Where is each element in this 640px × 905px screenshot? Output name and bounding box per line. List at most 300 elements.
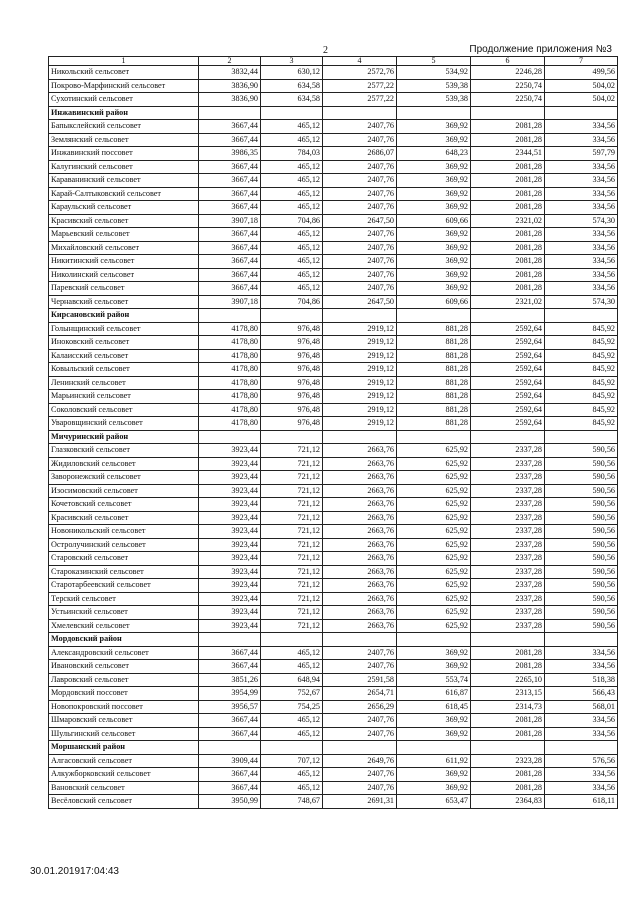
table-row: [49, 444, 618, 458]
value-cell: 845,92: [545, 349, 618, 363]
value-cell: 2663,76: [323, 444, 397, 458]
table-row: [49, 687, 618, 701]
settlement-name: Красивский сельсовет: [49, 511, 199, 525]
value-cell: 334,56: [545, 727, 618, 741]
table-row: [49, 93, 618, 107]
value-cell: 465,12: [261, 768, 323, 782]
value-cell: 2344,51: [471, 147, 545, 161]
empty-cell: [545, 430, 618, 444]
value-cell: 334,56: [545, 255, 618, 269]
table-row: [49, 282, 618, 296]
settlement-name: Остролучинский сельсовет: [49, 538, 199, 552]
table-row: [49, 579, 618, 593]
value-cell: 881,28: [397, 363, 471, 377]
value-cell: 721,12: [261, 565, 323, 579]
value-cell: 3923,44: [199, 457, 261, 471]
value-cell: 369,92: [397, 174, 471, 188]
value-cell: 3923,44: [199, 471, 261, 485]
value-cell: 3923,44: [199, 606, 261, 620]
value-cell: 3667,44: [199, 201, 261, 215]
settlement-name: Жидиловский сельсовет: [49, 457, 199, 471]
settlement-name: Вановский сельсовет: [49, 781, 199, 795]
value-cell: 2592,64: [471, 403, 545, 417]
value-cell: 2592,64: [471, 349, 545, 363]
table-row: [49, 457, 618, 471]
empty-cell: [545, 741, 618, 755]
empty-cell: [199, 309, 261, 323]
table-row: [49, 79, 618, 93]
value-cell: 4178,80: [199, 349, 261, 363]
empty-cell: [261, 309, 323, 323]
empty-cell: [397, 309, 471, 323]
table-row: [49, 714, 618, 728]
value-cell: 3923,44: [199, 538, 261, 552]
value-cell: 625,92: [397, 457, 471, 471]
empty-cell: [261, 633, 323, 647]
value-cell: 3667,44: [199, 160, 261, 174]
value-cell: 881,28: [397, 390, 471, 404]
empty-cell: [261, 106, 323, 120]
value-cell: 2250,74: [471, 93, 545, 107]
value-cell: 2656,29: [323, 700, 397, 714]
value-cell: 2407,76: [323, 727, 397, 741]
column-header: 2: [199, 57, 261, 66]
value-cell: 845,92: [545, 376, 618, 390]
table-row: [49, 403, 618, 417]
value-cell: 3667,44: [199, 241, 261, 255]
value-cell: 334,56: [545, 646, 618, 660]
value-cell: 3667,44: [199, 781, 261, 795]
settlement-name: Изосимовский сельсовет: [49, 484, 199, 498]
table-row: [49, 754, 618, 768]
value-cell: 2572,76: [323, 66, 397, 80]
value-cell: 3954,99: [199, 687, 261, 701]
value-cell: 2337,28: [471, 457, 545, 471]
empty-cell: [261, 430, 323, 444]
settlement-name: Караульский сельсовет: [49, 201, 199, 215]
settlement-name: Ленинский сельсовет: [49, 376, 199, 390]
value-cell: 704,86: [261, 295, 323, 309]
value-cell: 2337,28: [471, 498, 545, 512]
value-cell: 2649,76: [323, 754, 397, 768]
settlement-name: Ивановский сельсовет: [49, 660, 199, 674]
value-cell: 369,92: [397, 160, 471, 174]
value-cell: 2663,76: [323, 457, 397, 471]
table-row: [49, 471, 618, 485]
table-row: [49, 660, 618, 674]
settlement-name: Красивский сельсовет: [49, 214, 199, 228]
value-cell: 625,92: [397, 579, 471, 593]
value-cell: 2337,28: [471, 552, 545, 566]
empty-cell: [323, 633, 397, 647]
value-cell: 2081,28: [471, 255, 545, 269]
value-cell: 465,12: [261, 228, 323, 242]
value-cell: 465,12: [261, 660, 323, 674]
value-cell: 2407,76: [323, 255, 397, 269]
value-cell: 369,92: [397, 768, 471, 782]
value-cell: 504,02: [545, 79, 618, 93]
value-cell: 3836,90: [199, 79, 261, 93]
table-row: [49, 795, 618, 809]
value-cell: 721,12: [261, 444, 323, 458]
value-cell: 2337,28: [471, 619, 545, 633]
settlement-name: Заворонежский сельсовет: [49, 471, 199, 485]
table-row: [49, 768, 618, 782]
value-cell: 3667,44: [199, 268, 261, 282]
value-cell: 2592,64: [471, 376, 545, 390]
value-cell: 465,12: [261, 241, 323, 255]
table-row: [49, 646, 618, 660]
value-cell: 2081,28: [471, 781, 545, 795]
value-cell: 590,56: [545, 444, 618, 458]
value-cell: 3986,35: [199, 147, 261, 161]
value-cell: 2321,02: [471, 214, 545, 228]
value-cell: 334,56: [545, 714, 618, 728]
value-cell: 618,11: [545, 795, 618, 809]
table-row: [49, 160, 618, 174]
value-cell: 369,92: [397, 646, 471, 660]
table-row: [49, 417, 618, 431]
value-cell: 2081,28: [471, 201, 545, 215]
value-cell: 2407,76: [323, 714, 397, 728]
table-row: [49, 336, 618, 350]
section-title: Мичуринский район: [49, 430, 199, 444]
value-cell: 3923,44: [199, 592, 261, 606]
value-cell: 2592,64: [471, 322, 545, 336]
value-cell: 590,56: [545, 579, 618, 593]
value-cell: 3851,26: [199, 673, 261, 687]
value-cell: 3923,44: [199, 498, 261, 512]
value-cell: 334,56: [545, 174, 618, 188]
value-cell: 3832,44: [199, 66, 261, 80]
value-cell: 2577,22: [323, 79, 397, 93]
table-row: [49, 498, 618, 512]
value-cell: 2592,64: [471, 417, 545, 431]
empty-cell: [545, 106, 618, 120]
value-cell: 2407,76: [323, 646, 397, 660]
settlement-name: Калугинский сельсовет: [49, 160, 199, 174]
value-cell: 2919,12: [323, 336, 397, 350]
value-cell: 2407,76: [323, 268, 397, 282]
column-header: 7: [545, 57, 618, 66]
value-cell: 976,48: [261, 417, 323, 431]
settlement-name: Инжавинский поссовет: [49, 147, 199, 161]
settlement-name: Калаисский сельсовет: [49, 349, 199, 363]
section-row: [49, 741, 618, 755]
value-cell: 2919,12: [323, 363, 397, 377]
empty-cell: [261, 741, 323, 755]
data-table: [48, 56, 618, 809]
value-cell: 2081,28: [471, 241, 545, 255]
section-title: Мордовский район: [49, 633, 199, 647]
settlement-name: Хмелевский сельсовет: [49, 619, 199, 633]
value-cell: 2407,76: [323, 201, 397, 215]
value-cell: 748,67: [261, 795, 323, 809]
value-cell: 574,30: [545, 214, 618, 228]
continuation-label: Продолжение приложения №3: [469, 44, 612, 55]
value-cell: 3923,44: [199, 511, 261, 525]
value-cell: 2081,28: [471, 187, 545, 201]
value-cell: 648,94: [261, 673, 323, 687]
value-cell: 2407,76: [323, 768, 397, 782]
table-row: [49, 322, 618, 336]
value-cell: 721,12: [261, 484, 323, 498]
table-row: [49, 484, 618, 498]
settlement-name: Караванинский сельсовет: [49, 174, 199, 188]
value-cell: 4178,80: [199, 322, 261, 336]
value-cell: 465,12: [261, 714, 323, 728]
settlement-name: Михайловский сельсовет: [49, 241, 199, 255]
section-title: Инжавинский район: [49, 106, 199, 120]
value-cell: 3923,44: [199, 484, 261, 498]
value-cell: 3667,44: [199, 255, 261, 269]
value-cell: 618,45: [397, 700, 471, 714]
value-cell: 3907,18: [199, 214, 261, 228]
value-cell: 2663,76: [323, 552, 397, 566]
value-cell: 881,28: [397, 403, 471, 417]
value-cell: 465,12: [261, 133, 323, 147]
table-row: [49, 606, 618, 620]
value-cell: 465,12: [261, 174, 323, 188]
value-cell: 648,23: [397, 147, 471, 161]
column-header-row: [49, 57, 618, 66]
table-row: [49, 538, 618, 552]
value-cell: 2407,76: [323, 160, 397, 174]
value-cell: 2654,71: [323, 687, 397, 701]
value-cell: 369,92: [397, 241, 471, 255]
empty-cell: [471, 309, 545, 323]
settlement-name: Никольский сельсовет: [49, 66, 199, 80]
value-cell: 976,48: [261, 376, 323, 390]
empty-cell: [471, 106, 545, 120]
value-cell: 2337,28: [471, 579, 545, 593]
value-cell: 4178,80: [199, 336, 261, 350]
value-cell: 369,92: [397, 781, 471, 795]
column-header: 6: [471, 57, 545, 66]
value-cell: 625,92: [397, 471, 471, 485]
value-cell: 2323,28: [471, 754, 545, 768]
value-cell: 2919,12: [323, 417, 397, 431]
value-cell: 4178,80: [199, 390, 261, 404]
value-cell: 2321,02: [471, 295, 545, 309]
value-cell: 2663,76: [323, 498, 397, 512]
value-cell: 2337,28: [471, 444, 545, 458]
value-cell: 590,56: [545, 606, 618, 620]
value-cell: 881,28: [397, 376, 471, 390]
value-cell: 590,56: [545, 484, 618, 498]
value-cell: 3667,44: [199, 174, 261, 188]
value-cell: 976,48: [261, 363, 323, 377]
settlement-name: Паревский сельсовет: [49, 282, 199, 296]
settlement-name: Старотарбеевский сельсовет: [49, 579, 199, 593]
value-cell: 2647,50: [323, 295, 397, 309]
value-cell: 609,66: [397, 295, 471, 309]
value-cell: 2592,64: [471, 336, 545, 350]
value-cell: 369,92: [397, 120, 471, 134]
value-cell: 590,56: [545, 525, 618, 539]
value-cell: 2407,76: [323, 781, 397, 795]
table-row: [49, 349, 618, 363]
value-cell: 845,92: [545, 390, 618, 404]
value-cell: 3667,44: [199, 714, 261, 728]
value-cell: 4178,80: [199, 363, 261, 377]
value-cell: 625,92: [397, 592, 471, 606]
value-cell: 3923,44: [199, 565, 261, 579]
value-cell: 2407,76: [323, 187, 397, 201]
value-cell: 721,12: [261, 498, 323, 512]
settlement-name: Голынщинский сельсовет: [49, 322, 199, 336]
value-cell: 625,92: [397, 525, 471, 539]
value-cell: 2407,76: [323, 660, 397, 674]
value-cell: 2663,76: [323, 525, 397, 539]
value-cell: 3667,44: [199, 120, 261, 134]
value-cell: 590,56: [545, 565, 618, 579]
value-cell: 2081,28: [471, 714, 545, 728]
value-cell: 3909,44: [199, 754, 261, 768]
value-cell: 2337,28: [471, 538, 545, 552]
table-row: [49, 525, 618, 539]
settlement-name: Шульгинский сельсовет: [49, 727, 199, 741]
value-cell: 3907,18: [199, 295, 261, 309]
value-cell: 534,92: [397, 66, 471, 80]
value-cell: 976,48: [261, 322, 323, 336]
settlement-name: Новоникольский сельсовет: [49, 525, 199, 539]
value-cell: 2407,76: [323, 133, 397, 147]
value-cell: 625,92: [397, 498, 471, 512]
value-cell: 465,12: [261, 187, 323, 201]
value-cell: 3667,44: [199, 727, 261, 741]
section-row: [49, 309, 618, 323]
value-cell: 590,56: [545, 538, 618, 552]
value-cell: 2407,76: [323, 174, 397, 188]
value-cell: 976,48: [261, 403, 323, 417]
value-cell: 2919,12: [323, 376, 397, 390]
table-row: [49, 727, 618, 741]
value-cell: 334,56: [545, 241, 618, 255]
settlement-name: Староказинский сельсовет: [49, 565, 199, 579]
value-cell: 499,56: [545, 66, 618, 80]
value-cell: 630,12: [261, 66, 323, 80]
value-cell: 881,28: [397, 336, 471, 350]
value-cell: 845,92: [545, 322, 618, 336]
value-cell: 625,92: [397, 511, 471, 525]
value-cell: 2407,76: [323, 228, 397, 242]
settlement-name: Покрово-Марфинский сельсовет: [49, 79, 199, 93]
value-cell: 625,92: [397, 606, 471, 620]
value-cell: 334,56: [545, 768, 618, 782]
empty-cell: [471, 741, 545, 755]
value-cell: 881,28: [397, 322, 471, 336]
value-cell: 2081,28: [471, 282, 545, 296]
value-cell: 369,92: [397, 187, 471, 201]
value-cell: 576,56: [545, 754, 618, 768]
empty-cell: [397, 633, 471, 647]
settlement-name: Новопокровский поссовет: [49, 700, 199, 714]
value-cell: 634,58: [261, 79, 323, 93]
value-cell: 625,92: [397, 484, 471, 498]
value-cell: 369,92: [397, 660, 471, 674]
value-cell: 590,56: [545, 552, 618, 566]
value-cell: 609,66: [397, 214, 471, 228]
settlement-name: Алгасовский сельсовет: [49, 754, 199, 768]
value-cell: 3923,44: [199, 552, 261, 566]
value-cell: 2591,58: [323, 673, 397, 687]
value-cell: 369,92: [397, 282, 471, 296]
value-cell: 465,12: [261, 201, 323, 215]
empty-cell: [199, 106, 261, 120]
value-cell: 590,56: [545, 592, 618, 606]
table-row: [49, 133, 618, 147]
value-cell: 590,56: [545, 619, 618, 633]
settlement-name: Шмаровский сельсовет: [49, 714, 199, 728]
table-row: [49, 552, 618, 566]
value-cell: 754,25: [261, 700, 323, 714]
table-row: [49, 511, 618, 525]
section-title: Моршанский район: [49, 741, 199, 755]
value-cell: 2081,28: [471, 133, 545, 147]
table-row: [49, 66, 618, 80]
settlement-name: Кочетовский сельсовет: [49, 498, 199, 512]
table-row: [49, 295, 618, 309]
section-row: [49, 430, 618, 444]
value-cell: 721,12: [261, 525, 323, 539]
value-cell: 518,38: [545, 673, 618, 687]
settlement-name: Николинский сельсовет: [49, 268, 199, 282]
empty-cell: [199, 633, 261, 647]
value-cell: 334,56: [545, 282, 618, 296]
value-cell: 2919,12: [323, 403, 397, 417]
table-row: [49, 201, 618, 215]
value-cell: 2250,74: [471, 79, 545, 93]
section-row: [49, 106, 618, 120]
value-cell: 2081,28: [471, 660, 545, 674]
settlement-name: Александровский сельсовет: [49, 646, 199, 660]
table-row: [49, 120, 618, 134]
value-cell: 704,86: [261, 214, 323, 228]
empty-cell: [471, 430, 545, 444]
settlement-name: Марьинский сельсовет: [49, 390, 199, 404]
settlement-name: Лавровский сельсовет: [49, 673, 199, 687]
value-cell: 721,12: [261, 606, 323, 620]
settlement-name: Марьевский сельсовет: [49, 228, 199, 242]
empty-cell: [545, 633, 618, 647]
value-cell: 566,43: [545, 687, 618, 701]
value-cell: 2081,28: [471, 174, 545, 188]
value-cell: 2663,76: [323, 579, 397, 593]
value-cell: 334,56: [545, 201, 618, 215]
value-cell: 2663,76: [323, 538, 397, 552]
value-cell: 2663,76: [323, 592, 397, 606]
settlement-name: Карай-Салтыковский сельсовет: [49, 187, 199, 201]
value-cell: 3923,44: [199, 619, 261, 633]
value-cell: 2081,28: [471, 646, 545, 660]
empty-cell: [323, 430, 397, 444]
value-cell: 597,79: [545, 147, 618, 161]
value-cell: 2663,76: [323, 606, 397, 620]
settlement-name: Весёловский сельсовет: [49, 795, 199, 809]
settlement-name: Иноковский сельсовет: [49, 336, 199, 350]
value-cell: 465,12: [261, 646, 323, 660]
table-row: [49, 619, 618, 633]
settlement-name: Чернавский сельсовет: [49, 295, 199, 309]
value-cell: 590,56: [545, 457, 618, 471]
value-cell: 2337,28: [471, 606, 545, 620]
empty-cell: [323, 741, 397, 755]
value-cell: 2337,28: [471, 484, 545, 498]
column-header: 1: [49, 57, 199, 66]
column-header: 3: [261, 57, 323, 66]
value-cell: 574,30: [545, 295, 618, 309]
